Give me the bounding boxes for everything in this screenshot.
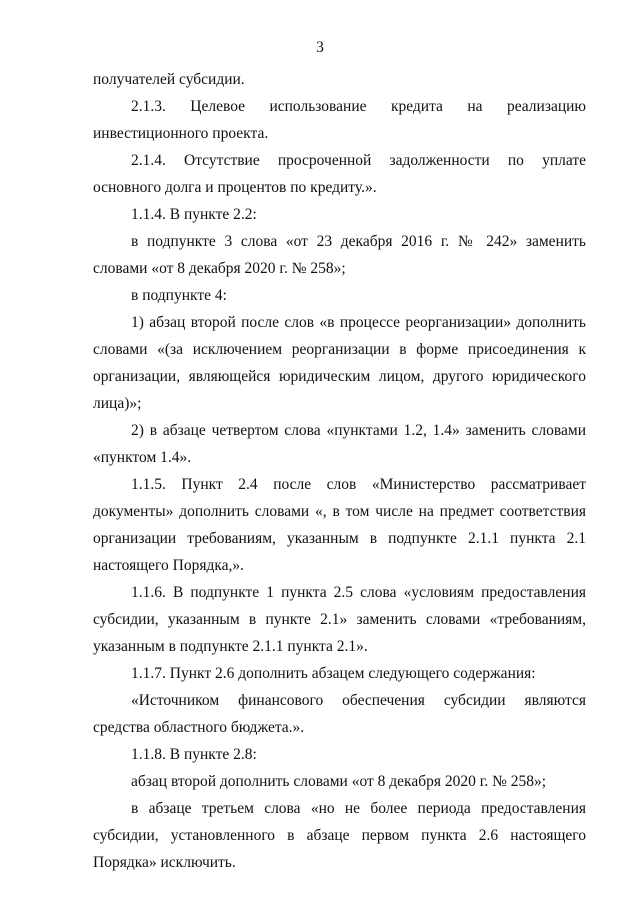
paragraph-1-1-8: 1.1.8. В пункте 2.8:: [131, 746, 257, 763]
paragraph-item-1: 1) абзац второй после слов «в процессе реорганизации» дополнить словами «(за исключением реорганизации в форме присоединения к организации, являющейся юридическим лицом, другого юридического лица)»;: [93, 314, 586, 412]
document-body: [93, 66, 586, 876]
paragraph-subpoint-3: в подпункте 3 слова «от 23 декабря 2016 г. № 242» заменить словами «от 8 декабря 2020 г. № 258»;: [93, 233, 586, 277]
paragraph-1-1-6: 1.1.6. В подпункте 1 пункта 2.5 слова «условиям предоставления субсидии, указанным в пункте 2.1» заменить словами «требованиям, указанным в подпункте 2.1.1 пункта 2.1».: [93, 584, 586, 655]
page-number: 3: [316, 39, 324, 56]
paragraph-abzac-third: в абзаце третьем слова «но не более периода предоставления субсидии, установленного в абзаце первом пункта 2.6 настоящего Порядка» исключить.: [93, 800, 586, 871]
paragraph-subpoint-4: в подпункте 4:: [131, 287, 227, 304]
paragraph-item-2: 2) в абзаце четвертом слова «пунктами 1.2, 1.4» заменить словами «пунктом 1.4».: [93, 422, 586, 466]
paragraph-1-1-7: 1.1.7. Пункт 2.6 дополнить абзацем следующего содержания:: [131, 665, 536, 682]
paragraph-continuation: получателей субсидии.: [93, 71, 245, 88]
paragraph-quote-funding: «Источником финансового обеспечения субсидии являются средства областного бюджета.».: [93, 692, 586, 736]
paragraph-1-1-4: 1.1.4. В пункте 2.2:: [131, 206, 257, 223]
paragraph-abzac-second: абзац второй дополнить словами «от 8 декабря 2020 г. № 258»;: [131, 773, 547, 790]
paragraph-2-1-4: 2.1.4. Отсутствие просроченной задолженности по уплате основного долга и процентов по кредиту.».: [93, 152, 586, 196]
paragraph-1-1-5: 1.1.5. Пункт 2.4 после слов «Министерство рассматривает документы» дополнить словами «, в том числе на предмет соответствия организации требованиям, указанным в подпункте 2.1.1 пункта 2.1 настоящего Порядка,».: [93, 476, 586, 574]
paragraph-2-1-3: 2.1.3. Целевое использование кредита на реализацию инвестиционного проекта.: [93, 98, 586, 142]
